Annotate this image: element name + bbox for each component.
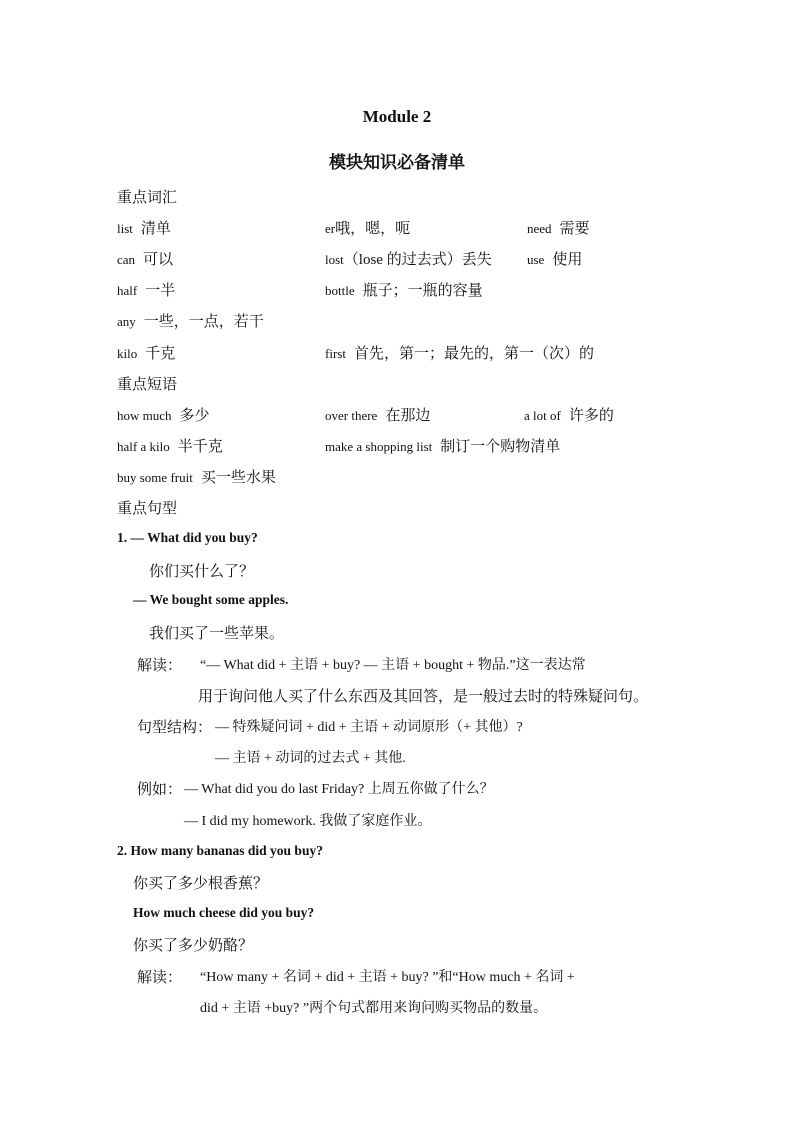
explain-text: did + 主语 +buy? ”两个句式都用来询问购买物品的数量。 [200, 1001, 548, 1016]
sentence-2-question-2: How much cheese did you buy? [133, 905, 315, 920]
phrase-item: half a kilo 半千克 [117, 439, 223, 455]
structure-label: 句型结构： [137, 720, 213, 736]
page-subtitle: 模块知识必备清单 [329, 153, 465, 172]
structure-text: — 主语 + 动词的过去式 + 其他. [215, 751, 406, 766]
example-label: 例如： [137, 782, 183, 798]
sentence-1-answer-zh: 我们买了一些苹果。 [149, 626, 285, 642]
sentences-heading: 重点句型 [117, 501, 178, 517]
vocab-item: first 首先，第一；最先的，第一（次）的 [325, 346, 594, 362]
phrase-item: make a shopping list 制订一个购物清单 [325, 439, 561, 455]
example-text: — What did you do last Friday? 上周五你做了什么？ [184, 782, 494, 797]
explain-text: “How many + 名词 + did + 主语 + buy? ”和“How much + 名词 + [200, 970, 575, 985]
vocab-item: half 一半 [117, 283, 176, 299]
phrase-item: over there 在那边 [325, 408, 431, 424]
explain-label: 解读： [137, 658, 183, 674]
structure-text: — 特殊疑问词 + did + 主语 + 动词原形（+ 其他）? [215, 720, 523, 735]
phrases-heading: 重点短语 [117, 377, 178, 393]
sentence-1-question: 1. — What did you buy? [117, 530, 258, 545]
phrase-item: a lot of 许多的 [524, 408, 614, 424]
sentence-1-answer: — We bought some apples. [133, 592, 289, 607]
vocab-item: use 使用 [527, 252, 583, 268]
vocab-heading: 重点词汇 [117, 190, 178, 206]
sentence-1-question-zh: 你们买什么了？ [149, 564, 255, 580]
sentence-2-question-2-zh: 你买了多少奶酪？ [133, 938, 254, 954]
sentence-2-question-zh: 你买了多少根香蕉？ [133, 876, 269, 892]
vocab-item: can 可以 [117, 252, 174, 268]
explain-text: “— What did + 主语 + buy? — 主语 + bought + 物品.”这一表达常 [200, 658, 586, 673]
sentence-2-question: 2. How many bananas did you buy? [117, 843, 323, 858]
vocab-item: list 清单 [117, 221, 171, 237]
vocab-item: lost（lose 的过去式）丢失 [325, 252, 492, 268]
example-text: — I did my homework. 我做了家庭作业。 [184, 814, 432, 829]
vocab-item: kilo 千克 [117, 346, 176, 362]
phrase-item: buy some fruit 买一些水果 [117, 470, 276, 486]
vocab-item: bottle 瓶子；一瓶的容量 [325, 283, 483, 299]
page-title: Module 2 [362, 107, 432, 126]
vocab-item: any 一些，一点，若干 [117, 314, 264, 330]
vocab-item: need 需要 [527, 221, 590, 237]
vocab-item: er哦，嗯，呃 [325, 221, 411, 237]
explain-label: 解读： [137, 970, 183, 986]
phrase-item: how much 多少 [117, 408, 210, 424]
explain-text: 用于询问他人买了什么东西及其回答，是一般过去时的特殊疑问句。 [198, 689, 649, 705]
